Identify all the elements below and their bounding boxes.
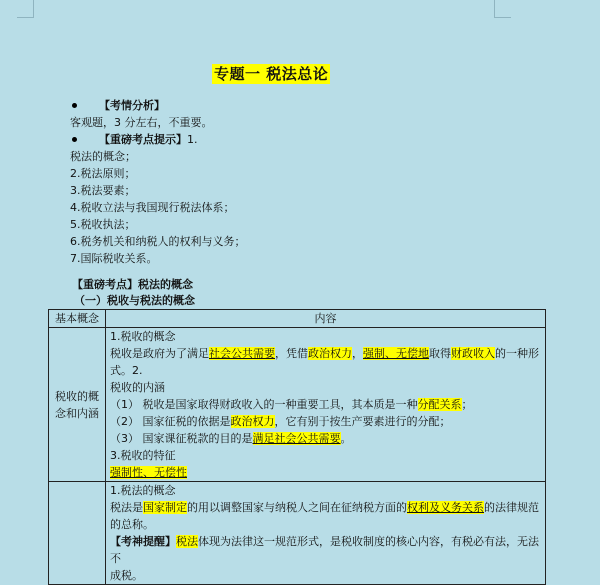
content-line bbox=[110, 499, 541, 516]
content-line bbox=[110, 464, 541, 481]
key-point-item: 3.税法要素； bbox=[70, 184, 136, 197]
key-point-item: 4.税收立法与我国现行税法体系； bbox=[70, 201, 235, 214]
highlighted-text: 国家制定 bbox=[143, 501, 187, 514]
highlighted-text: 政治权力 bbox=[230, 415, 275, 428]
text: ； bbox=[461, 398, 473, 411]
content-cell bbox=[106, 482, 546, 585]
highlighted-text: 权利及义务关系 bbox=[407, 501, 484, 514]
text: 的用以调整国家与纳税人之间在征纳税方面的 bbox=[187, 501, 407, 514]
text: （2） 国家征税的依据是 bbox=[110, 415, 231, 428]
text: 。 bbox=[340, 432, 352, 445]
analysis-heading: 【考情分析】 bbox=[99, 99, 165, 112]
text: 税收是政府为了满足 bbox=[110, 347, 209, 360]
subtopic-heading: （一）税收与税法的概念 bbox=[74, 294, 195, 307]
highlighted-text: 强制、无偿地 bbox=[363, 347, 429, 360]
content-line: 税收的内涵 bbox=[110, 381, 165, 394]
page-corner-mark-top-left bbox=[17, 0, 34, 18]
text: 的法律规范 bbox=[484, 501, 539, 514]
tip-label: 【考神提醒】 bbox=[110, 535, 176, 548]
text: 取得 bbox=[429, 347, 451, 360]
table-header-row bbox=[49, 310, 546, 328]
header-basic-concept: 基本概念 bbox=[49, 310, 106, 328]
text: （3） 国家课征税款的目的是 bbox=[110, 432, 253, 445]
content-line: 1.税收的概念 bbox=[110, 330, 176, 343]
content-line bbox=[110, 345, 541, 379]
key-point-item: 6.税务机关和纳税人的权利与义务； bbox=[70, 235, 246, 248]
text: ，凭借 bbox=[275, 347, 308, 360]
bullet-icon bbox=[72, 103, 77, 108]
highlighted-text: 满足社会公共需要 bbox=[252, 432, 341, 445]
bullet-icon bbox=[72, 137, 77, 142]
text: ， bbox=[352, 347, 363, 360]
text: （1） 税收是国家取得财政收入的一种重要工具，其本质是一种 bbox=[110, 398, 418, 411]
key-points-heading: 【重磅考点提示】 bbox=[99, 133, 187, 146]
content-line: 成税。 bbox=[110, 569, 143, 582]
highlighted-text: 分配关系 bbox=[417, 398, 462, 411]
key-point-item: 7.国际税收关系。 bbox=[70, 252, 158, 265]
key-points-heading-line bbox=[70, 132, 198, 148]
text: 税法是 bbox=[110, 501, 143, 514]
header-content: 内容 bbox=[106, 310, 546, 328]
content-line: 3.税收的特征 bbox=[110, 449, 176, 462]
concept-cell: 税收的概念和内涵 bbox=[49, 328, 106, 482]
highlighted-text: 财政收入 bbox=[451, 347, 495, 360]
key-points-first-number: 1. bbox=[187, 133, 198, 146]
text: 的一种形式。2. bbox=[110, 347, 539, 377]
highlighted-text: 政治权力 bbox=[308, 347, 352, 360]
content-line: 的总称。 bbox=[110, 518, 154, 531]
table-row bbox=[49, 482, 546, 585]
content-line bbox=[110, 430, 541, 447]
topic-heading: 【重磅考点】税法的概念 bbox=[72, 278, 193, 291]
document-title: 专题一 税法总论 bbox=[214, 65, 329, 83]
key-point-item: 5.税收执法； bbox=[70, 218, 136, 231]
content-line bbox=[110, 396, 541, 413]
content-cell bbox=[106, 328, 546, 482]
key-point-item: 2.税法原则； bbox=[70, 167, 136, 180]
key-point-item: 税法的概念； bbox=[70, 150, 136, 163]
content-line bbox=[110, 413, 541, 430]
text: ，它有别于按生产要素进行的分配； bbox=[274, 415, 451, 428]
page-corner-mark-top-right bbox=[494, 0, 511, 18]
content-line: 1.税法的概念 bbox=[110, 484, 176, 497]
content-line bbox=[110, 533, 541, 567]
table-row bbox=[49, 328, 546, 482]
analysis-text: 客观题，3 分左右，不重要。 bbox=[70, 116, 213, 129]
concept-table bbox=[48, 309, 546, 585]
analysis-heading-line bbox=[70, 98, 165, 114]
highlighted-text: 税法 bbox=[176, 535, 198, 548]
concept-cell bbox=[49, 482, 106, 585]
text: 体现为法律这一规范形式，是税收制度的核心内容，有税必有法，无法不 bbox=[110, 535, 539, 565]
highlighted-text: 社会公共需要 bbox=[209, 347, 275, 360]
highlighted-text: 强制性、无偿性 bbox=[110, 466, 187, 479]
